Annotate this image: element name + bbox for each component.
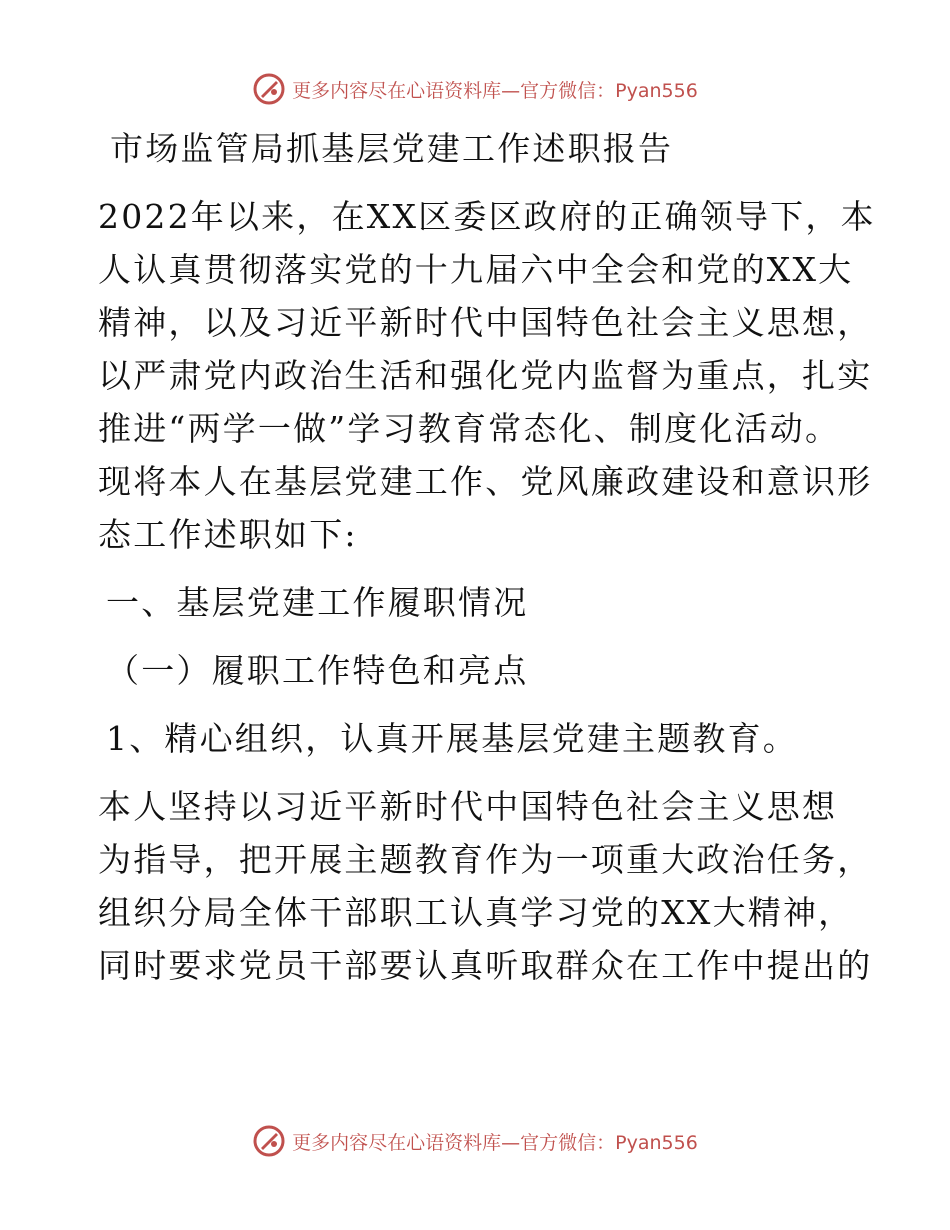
section-heading: 一、基层党建工作履职情况 [106,583,529,622]
subsection-heading: （一）履职工作特色和亮点 [106,651,529,690]
paragraph-line: 同时要求党员干部要认真听取群众在工作中提出的 [98,946,873,985]
item-heading: 1、精心组织，认真开展基层党建主题教育。 [106,719,798,758]
paragraph-line: 组织分局全体干部职工认真学习党的XX大精神， [98,893,854,932]
intro-paragraph [98,190,876,561]
watermark-text: 更多内容尽在心语资料库—官方微信：Pyan556 [292,1131,698,1154]
quill-logo-icon [252,72,286,106]
paragraph-line: 人认真贯彻落实党的十九届六中全会和党的XX大 [98,250,854,289]
document-body [98,120,876,992]
quill-logo-icon [252,1124,286,1158]
paragraph-line: 态工作述职如下: [98,515,358,554]
paragraph-line: 本人坚持以习近平新时代中国特色社会主义思想 [98,787,838,826]
paragraph-line: 推进“两学一做”学习教育常态化、制度化活动。 [98,409,841,448]
paragraph-line: 现将本人在基层党建工作、党风廉政建设和意识形 [98,462,873,501]
watermark-header [0,72,950,106]
paragraph-line: 以严肃党内政治生活和强化党内监督为重点，扎实 [98,356,873,395]
paragraph-line: 精神，以及习近平新时代中国特色社会主义思想， [98,303,873,342]
paragraph-line: 为指导，把开展主题教育作为一项重大政治任务， [98,840,873,879]
body-paragraph [98,780,873,992]
watermark-footer [0,1124,950,1158]
document-title: 市场监管局抓基层党建工作述职报告 [110,129,674,168]
paragraph-line: 2022年以来，在XX区委区政府的正确领导下，本 [98,197,876,236]
watermark-text: 更多内容尽在心语资料库—官方微信：Pyan556 [292,79,698,102]
